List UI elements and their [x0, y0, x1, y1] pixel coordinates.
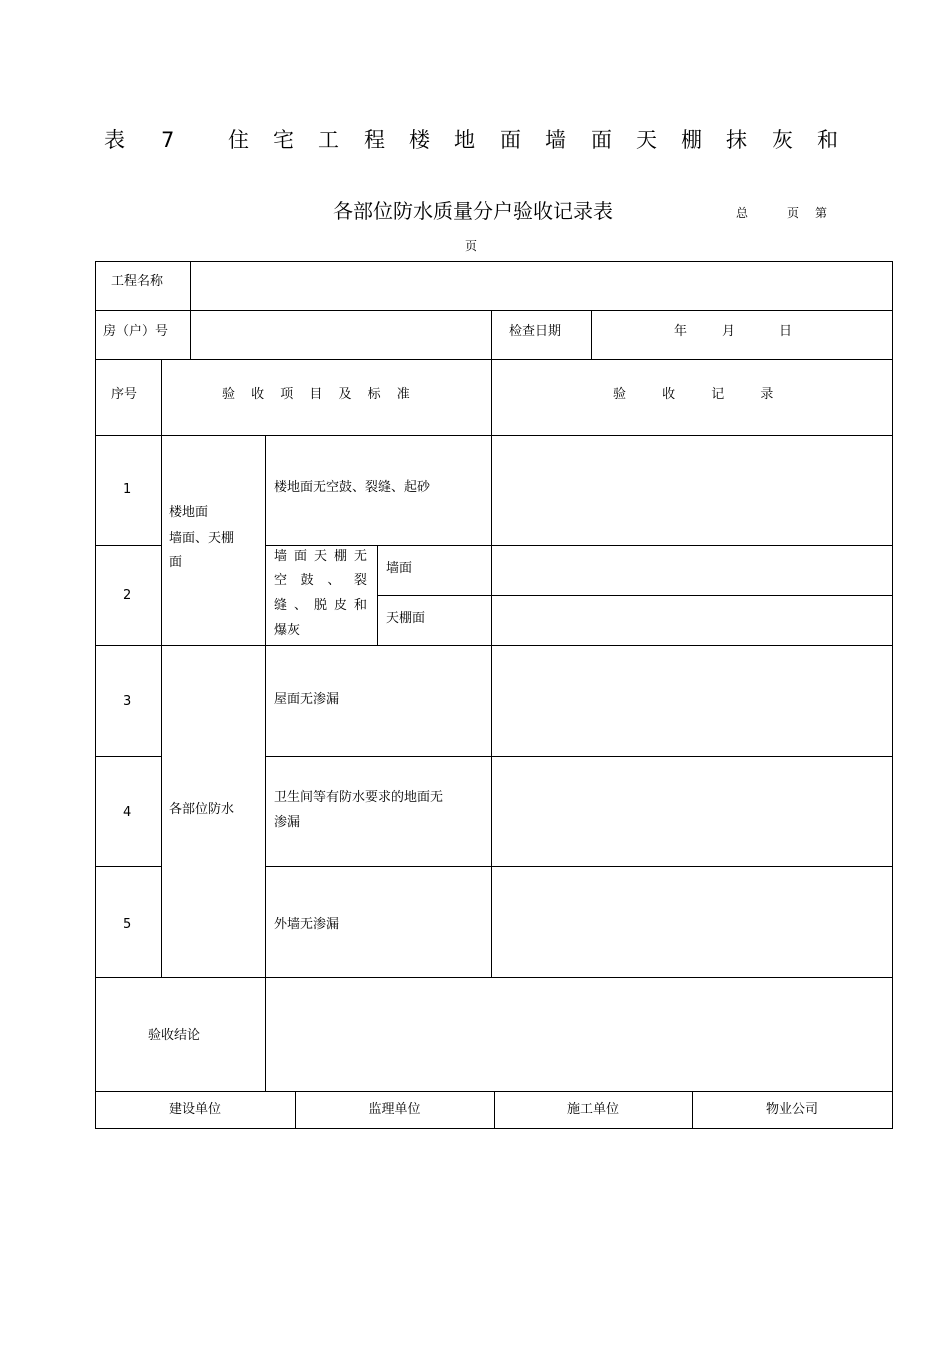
group-label-waterproof: 各部位防水 — [169, 802, 235, 817]
table-rule — [190, 261, 191, 359]
title-char: 地 — [454, 128, 475, 152]
row-item-line: 空鼓、裂 — [274, 573, 367, 588]
date-month: 月 — [722, 324, 736, 339]
table-rule — [95, 645, 893, 646]
title-char: 抹 — [726, 128, 747, 152]
col-seq-header: 序号 — [111, 387, 138, 402]
title-char: 面 — [500, 128, 521, 152]
signature-construction-unit: 建设单位 — [168, 1102, 221, 1117]
col-item-header: 验 收 项 目 及 标 准 — [222, 387, 410, 402]
page-word: 页 — [787, 206, 800, 220]
row-item: 屋面无渗漏 — [274, 692, 340, 707]
signature-property-company: 物业公司 — [765, 1102, 818, 1117]
title-char: 楼 — [409, 128, 430, 152]
record-cell[interactable] — [497, 761, 887, 861]
row-item-line: 墙面天棚无 — [274, 549, 367, 564]
group-label-line: 墙面、天棚 — [169, 531, 235, 546]
row-seq: 5 — [123, 917, 132, 932]
table-rule — [266, 866, 893, 867]
signature-supervision-unit: 监理单位 — [368, 1102, 421, 1117]
row-item-line: 渗漏 — [274, 815, 301, 830]
check-date-label: 检查日期 — [509, 324, 562, 339]
record-cell[interactable] — [497, 441, 887, 541]
title-char: 棚 — [681, 128, 702, 152]
table-rule — [95, 866, 162, 867]
row-item-line: 爆灰 — [274, 623, 301, 638]
title-char: 灰 — [772, 128, 793, 152]
title-char: 和 — [817, 128, 838, 152]
date-year: 年 — [674, 324, 688, 339]
title-char: 表 — [104, 128, 125, 152]
title-char: 7 — [161, 128, 175, 152]
title-char: 宅 — [273, 128, 294, 152]
row-item: 楼地面无空鼓、裂缝、起砂 — [274, 480, 431, 495]
record-cell[interactable] — [497, 651, 887, 751]
record-cell-ceiling[interactable] — [497, 601, 887, 641]
title-char: 程 — [364, 128, 385, 152]
group-label-line: 楼地面 — [169, 505, 209, 520]
row-item-line: 缝、脱皮和 — [274, 598, 367, 613]
table-rule — [591, 310, 592, 360]
row-item: 外墙无渗漏 — [274, 917, 340, 932]
page-current-label: 第 — [815, 206, 828, 220]
table-rule — [95, 545, 162, 546]
table-border — [95, 261, 893, 262]
table-rule — [95, 359, 893, 360]
row-seq: 4 — [123, 805, 132, 820]
table-rule — [95, 756, 162, 757]
group-label-line: 面 — [169, 555, 183, 570]
sub-item-wall: 墙面 — [386, 561, 413, 576]
row-seq: 1 — [123, 482, 132, 497]
title-char: 工 — [318, 128, 339, 152]
col-record-header: 验 收 记 录 — [613, 387, 774, 402]
record-cell-wall[interactable] — [497, 551, 887, 591]
page-total-label: 总 — [736, 206, 749, 220]
conclusion-label: 验收结论 — [148, 1028, 201, 1043]
row-seq: 2 — [123, 588, 132, 603]
house-no-label: 房（户）号 — [103, 324, 169, 339]
table-border — [892, 261, 893, 1129]
project-name-label: 工程名称 — [111, 274, 164, 289]
table-rule — [266, 756, 893, 757]
title-char: 住 — [228, 128, 249, 152]
table-rule — [161, 359, 162, 978]
sub-item-ceiling: 天棚面 — [386, 611, 426, 626]
table-rule — [95, 977, 893, 978]
conclusion-field[interactable] — [271, 983, 887, 1087]
date-day: 日 — [779, 324, 793, 339]
inspection-table — [95, 261, 893, 1130]
signature-contractor-unit: 施工单位 — [566, 1102, 619, 1117]
row-seq: 3 — [123, 694, 132, 709]
table-rule — [377, 545, 378, 646]
row-item-line: 卫生间等有防水要求的地面无 — [274, 790, 444, 805]
title-char: 墙 — [545, 128, 566, 152]
table-border — [95, 261, 96, 1129]
table-rule — [265, 435, 266, 1092]
table-rule — [491, 310, 492, 978]
table-rule — [95, 435, 893, 436]
title-char: 天 — [636, 128, 657, 152]
table-rule — [95, 310, 893, 311]
title-line-2: 各部位防水质量分户验收记录表 — [333, 199, 613, 223]
title-char: 面 — [591, 128, 612, 152]
record-cell[interactable] — [497, 872, 887, 972]
page-suffix: 页 — [465, 239, 478, 253]
table-rule — [377, 595, 893, 596]
